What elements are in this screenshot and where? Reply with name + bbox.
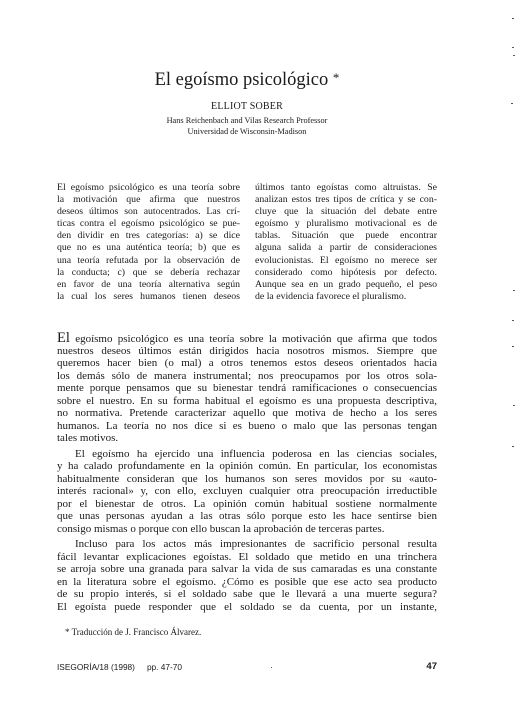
body-line: Incluso para los actos más impresionantes de sacrificio personal resulta: [75, 538, 437, 550]
scan-speck: [511, 103, 513, 104]
body-paragraph: [57, 332, 437, 445]
abstract-column-right: [255, 182, 437, 303]
body-line: queremos hacer bien (o mal) a otros tenemos estos deseos orientados hacia: [57, 357, 437, 369]
body-line: nuestros deseos últimos están dirigidos hacia nosotros mismos. Siempre que: [57, 344, 437, 357]
body-line: humanos. La teoría no nos dice si es bueno o malo que las personas tengan: [57, 419, 437, 432]
abstract-line: den dividir en tres categorías: a) se dice: [57, 230, 240, 242]
abstract-line: Aunque sea en un grado pequeño, el peso: [255, 278, 437, 290]
abstract-line: ticas contra el egoísmo psicológico se pue-: [57, 218, 240, 230]
lead-word: El: [57, 330, 70, 346]
abstract-line: considerado como hipótesis por defecto.: [255, 266, 437, 278]
footer-journal: ISEGORÍA/18 (1998): [57, 662, 135, 672]
body-line: tales motivos.: [57, 432, 119, 444]
abstract-line: alguna salida a partir de consideraciones: [255, 242, 437, 254]
scan-speck: [512, 446, 514, 447]
body-line: consigo mismas o porque con ello buscan la aprobación de terceras partes.: [57, 522, 385, 535]
scan-speck: [512, 346, 514, 347]
scan-speck: [513, 55, 515, 56]
body-line: habitualmente consideran que los humanos son seres movidos por su «auto-: [57, 472, 437, 485]
body-line: que unas personas ayudan a las otras sólo porque esto les hace sentirse bien: [57, 510, 437, 522]
body-line: interés racional» y, con ello, excluyen cualquier otra preocupación irreductible: [57, 485, 437, 497]
body-line: por el bienestar de otros. La opinión común habitual sostiene normalmente: [57, 497, 437, 510]
title-footnote-mark: *: [332, 70, 340, 85]
abstract-line: últimos tanto egoístas como altruistas. Se: [255, 182, 437, 193]
body-paragraph: [57, 538, 437, 613]
page-number: 47: [426, 661, 437, 672]
abstract-line: la conducta; c) que se debería rechazar: [57, 266, 240, 278]
page-footer: [57, 661, 437, 673]
body-line: no normativa. Pretende caracterizar aquello que motiva de hecho a los seres: [57, 407, 437, 419]
scan-speck: [513, 290, 515, 291]
scan-speck: [512, 320, 514, 321]
abstract-line: deseos últimos son autocentrados. Las crí-: [57, 206, 240, 218]
body-line: se arroja sobre una granada para salvar la vida de sus camaradas es una constante: [57, 563, 437, 575]
abstract-line: la motivación que afirma que nuestros: [57, 194, 240, 206]
abstract-line: tablas. Situación que puede encontrar: [255, 230, 437, 242]
abstract-line: egoísmo y pluralismo motivacional es de: [255, 218, 437, 230]
article-title: [57, 69, 437, 92]
abstract-line: la cual los seres humanos tienen deseos: [57, 290, 240, 302]
body-line: de su propio interés, si el soldado sabe que le llevará a una muerte segura?: [57, 588, 437, 600]
abstract-line: evolucionistas. El egoísmo no merece ser: [255, 254, 437, 266]
body-line: en la literatura sobre el egoísmo. ¿Cómo es posible que ese acto sea producto: [57, 575, 437, 588]
body-line: y ha calado profundamente en la opinión común. En particular, los economistas: [57, 460, 437, 472]
affiliation-line: Universidad de Wisconsin-Madison: [187, 126, 307, 136]
body-paragraph: [57, 448, 437, 536]
abstract-line: cluye que la situación del debate entre: [255, 206, 437, 218]
scan-speck: [512, 18, 514, 19]
author-name: ELLIOT SOBER: [211, 101, 283, 112]
body-line: sobre el nuestro. En su forma habitual el egoísmo es una propuesta descriptiva,: [57, 394, 437, 407]
body-line: El egoísmo ha ejercido una influencia poderosa en las ciencias sociales,: [75, 447, 437, 460]
article-title-text: El egoísmo psicológico: [154, 70, 329, 90]
body-line: mente porque pensamos que su bienestar tendrá ramificaciones o consecuencias: [57, 382, 437, 394]
abstract-line: en favor de una teoría alternativa según: [57, 278, 240, 290]
abstract-line: analizan estos tres tipos de crítica y se con-: [255, 194, 437, 206]
scan-speck: [271, 667, 272, 668]
body-line: [57, 332, 437, 345]
body-line-text: egoísmo psicológico es una teoría sobre la motivación que afirma que todos: [75, 333, 438, 345]
body-line: los demás sólo de manera instrumental; nos preocupamos por los otros sola-: [57, 369, 437, 382]
abstract-column-left: [57, 182, 240, 303]
abstract-line: El egoísmo psicológico es una teoría sobre: [57, 182, 240, 193]
scan-speck: [513, 405, 515, 406]
footnote: * Traducción de J. Francisco Álvarez.: [65, 627, 202, 637]
body-line: fácil levantar explicaciones egoístas. El soldado que metido en una trinchera: [57, 550, 437, 563]
abstract-line: de la evidencia favorece el pluralismo.: [255, 290, 407, 302]
footer-pages: pp. 47-70: [146, 662, 182, 672]
abstract-line: una teoría refutada por la observación de: [57, 254, 240, 266]
body-text: [57, 332, 437, 613]
abstract-line: que no es una auténtica teoría; b) que es: [57, 242, 240, 254]
body-line: El egoísta puede responder que el soldado se da cuenta, por un instante,: [57, 600, 437, 613]
scan-speck: [512, 47, 514, 48]
affiliation-line: Hans Reichenbach and Vilas Research Professor: [166, 115, 328, 125]
